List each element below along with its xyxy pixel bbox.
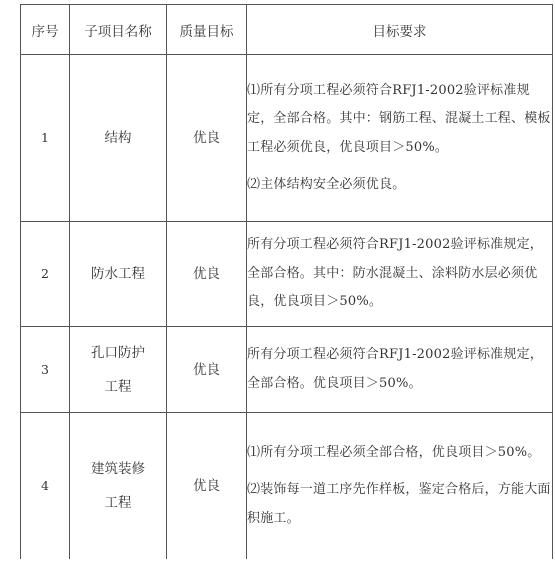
row-subitem-name (70, 222, 167, 327)
row-quality-goal: 优良 (167, 55, 247, 222)
requirement-paragraph: ⑵主体结构安全必须优良。 (247, 177, 406, 192)
row-quality-goal: 优良 (167, 222, 247, 327)
requirement-paragraph: ⑵装饰每一道工序先作样板，鉴定合格后，方能大面积施工。 (247, 482, 551, 526)
requirement-paragraph: ⑴所有分项工程必须全部合格，优良项目＞50%。 (247, 444, 541, 460)
row-requirements (247, 413, 553, 560)
table-row (21, 413, 553, 560)
row-quality-goal: 优良 (167, 327, 247, 413)
requirement-paragraph: ⑴所有分项工程必须符合RFJ1-2002验评标准规定，全部合格。其中：钢筋工程、混凝土工程、模板工程必须优良，优良项目＞50%。 (247, 82, 551, 155)
table-row (21, 222, 553, 327)
table-row (21, 327, 553, 413)
requirement-paragraph: 所有分项工程必须符合RFJ1-2002验评标准规定，全部合格。其中：防水混凝土、涂料防水层必须优良，优良项目＞50%。 (247, 237, 543, 310)
header-subitem-name: 子项目名称 (70, 5, 167, 55)
row-subitem-name (70, 413, 167, 560)
row-subitem-name (70, 327, 167, 413)
row-index: 1 (21, 55, 70, 222)
subitem-name-line: 孔口防护 (91, 344, 145, 361)
row-index: 2 (21, 222, 70, 327)
header-index: 序号 (21, 5, 70, 55)
quality-targets-table (20, 4, 553, 559)
subitem-name-line: 工程 (104, 495, 132, 511)
requirement-paragraph: 所有分项工程必须符合RFJ1-2002验评标准规定，全部合格。优良项目＞50%。 (247, 347, 543, 391)
row-quality-goal: 优良 (167, 413, 247, 560)
row-index: 3 (21, 327, 70, 413)
header-row (21, 5, 553, 55)
subitem-name-line: 建筑装修 (91, 461, 145, 477)
subitem-name-line: 防水工程 (91, 266, 145, 282)
row-requirements (247, 55, 553, 222)
subitem-name-line: 工程 (104, 378, 132, 395)
header-requirements: 目标要求 (247, 5, 553, 55)
row-subitem-name (70, 55, 167, 222)
table-row (21, 55, 553, 222)
row-index: 4 (21, 413, 70, 560)
row-requirements (247, 222, 553, 327)
header-quality-goal: 质量目标 (167, 5, 247, 55)
row-requirements (247, 327, 553, 413)
subitem-name-line: 结构 (104, 130, 132, 146)
